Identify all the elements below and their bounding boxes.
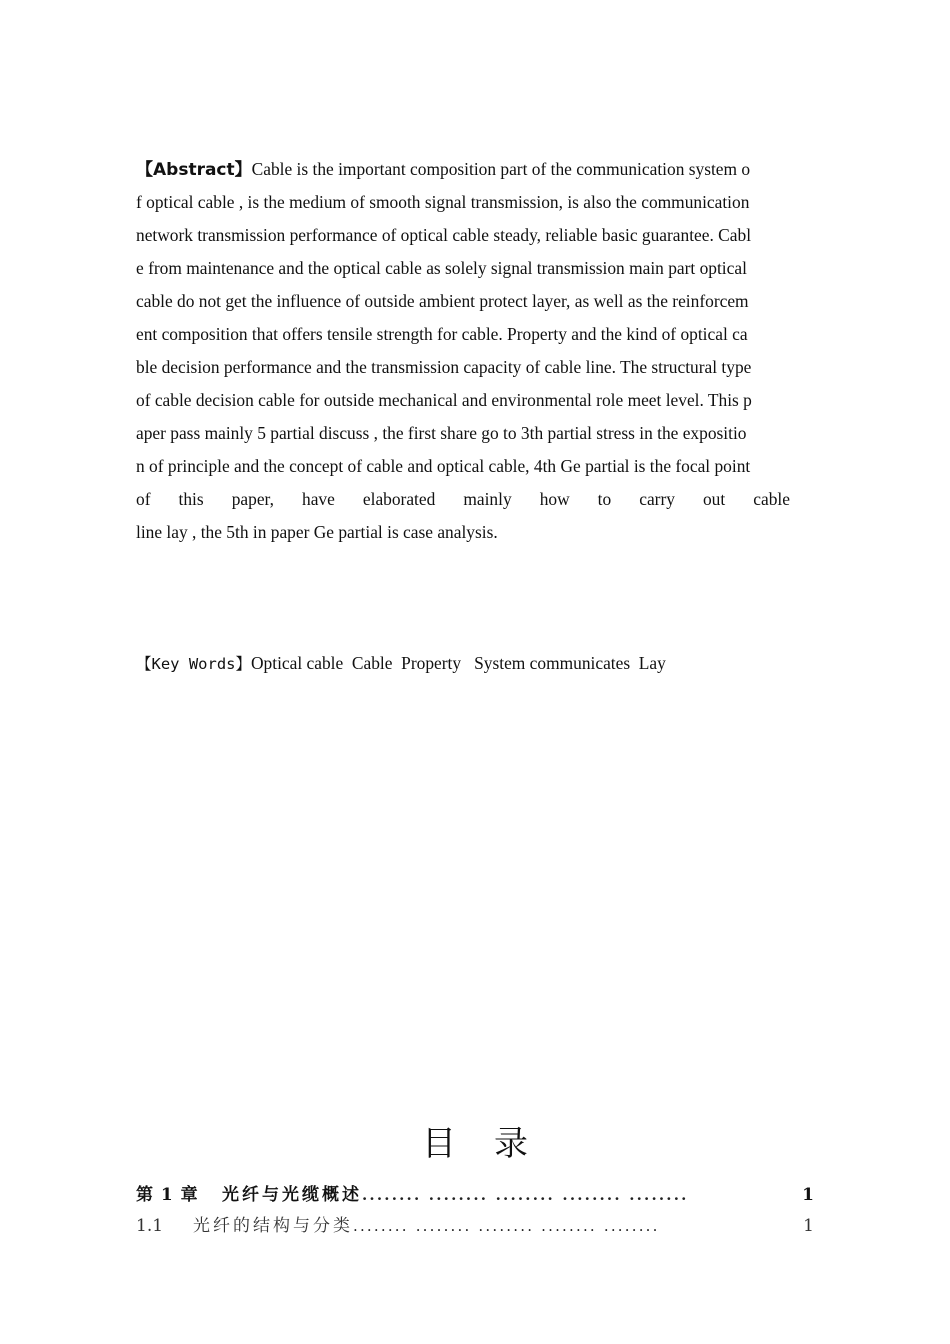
abstract-word: elaborated — [362, 489, 436, 509]
abstract-word: mainly — [463, 489, 512, 509]
abstract-word: carry — [639, 489, 675, 509]
toc-entry-leader: ........ ........ ........ ........ ........ — [353, 1217, 660, 1235]
abstract-word: cable — [753, 489, 790, 509]
toc-entry-number: 1.1 — [136, 1216, 164, 1236]
abstract-line-4: e from maintenance and the optical cable as solely signal transmission main part optical — [136, 258, 747, 278]
toc-entry-title: 光纤的结构与分类 — [193, 1216, 353, 1236]
keywords-label: 【Key Words】 — [136, 655, 251, 673]
abstract-line-2: f optical cable , is the medium of smooth signal transmission, is also the communication — [136, 192, 750, 212]
abstract-word: have — [302, 489, 335, 509]
abstract-line-9: aper pass mainly 5 partial discuss , the first share go to 3th partial stress in the expositio — [136, 423, 747, 443]
toc-entry-page: 1 — [802, 1185, 814, 1205]
abstract-word: this — [178, 489, 204, 509]
toc-title: 目录 — [422, 1124, 566, 1164]
abstract-word: to — [597, 489, 612, 509]
abstract-word: out — [702, 489, 726, 509]
toc-entry-title: 光纤与光缆概述 — [222, 1185, 362, 1205]
keywords-text: Optical cable Cable Property System communicates Lay — [251, 653, 666, 673]
abstract-line-11 — [136, 483, 790, 516]
abstract-text: Cable is the important composition part of the communication system o — [251, 159, 751, 179]
toc-entry[interactable] — [136, 1211, 814, 1235]
abstract-label: 【Abstract】 — [136, 160, 252, 180]
abstract-line-6: ent composition that offers tensile strength for cable. Property and the kind of optical ca — [136, 324, 748, 344]
abstract-line-5: cable do not get the influence of outside ambient protect layer, as well as the reinforcem — [136, 291, 749, 311]
abstract-line-8: of cable decision cable for outside mechanical and environmental role meet level. This p — [136, 390, 752, 410]
toc-entry-leader: ........ ........ ........ ........ ........ — [362, 1186, 689, 1204]
toc-entry[interactable] — [136, 1180, 814, 1204]
abstract-word: paper, — [231, 489, 274, 509]
toc-entry-number: 第 1 章 — [136, 1185, 199, 1205]
abstract-line-7: ble decision performance and the transmission capacity of cable line. The structural type — [136, 357, 752, 377]
keywords-line — [136, 652, 666, 674]
abstract-line-3: network transmission performance of optical cable steady, reliable basic guarantee. Cabl — [136, 225, 752, 245]
abstract-line-10: n of principle and the concept of cable and optical cable, 4th Ge partial is the focal point — [136, 456, 751, 476]
abstract-line-12: line lay , the 5th in paper Ge partial is case analysis. — [136, 522, 498, 542]
abstract-word: how — [539, 489, 570, 509]
abstract-line-1 — [136, 153, 814, 186]
abstract-word: of — [136, 489, 151, 509]
toc-entry-page: 1 — [803, 1216, 814, 1236]
